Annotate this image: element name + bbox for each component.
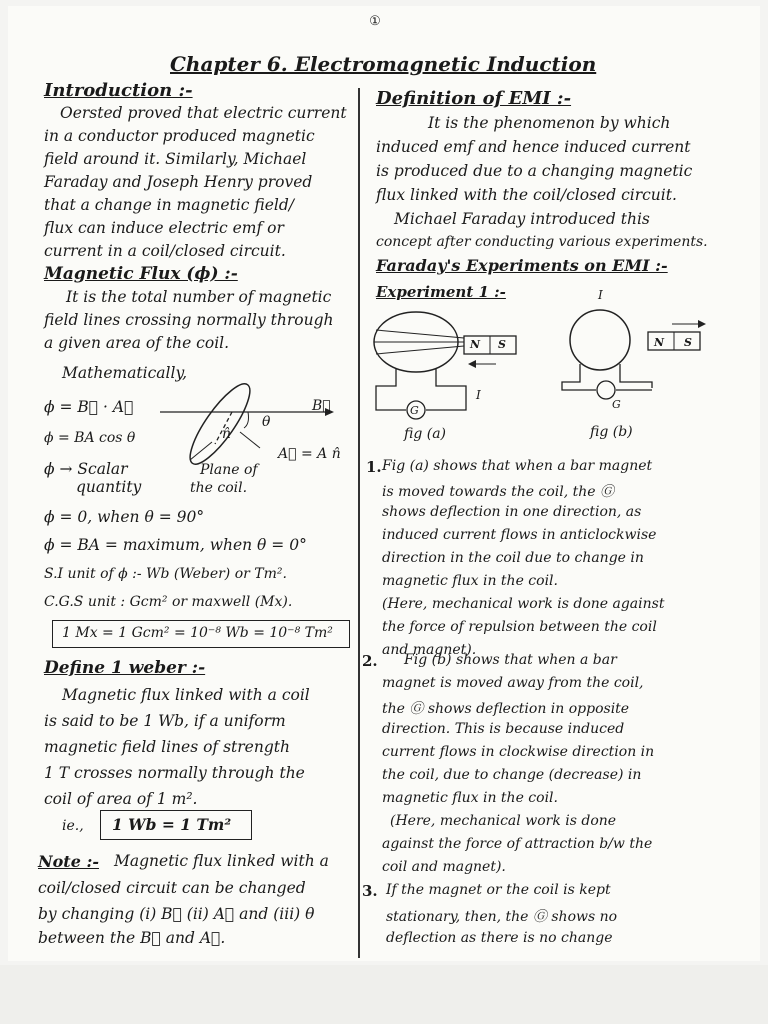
point-2-line-6: the coil, due to change (decrease) in bbox=[382, 767, 642, 783]
point-2-line-2: magnet is moved away from the coil, bbox=[382, 675, 644, 691]
emi-line-4: flux linked with the coil/closed circuit. bbox=[376, 186, 677, 204]
point-2-line-9: against the force of attraction b/w the bbox=[382, 836, 653, 852]
point-2-line-3: the Ⓖ shows deflection in opposite bbox=[382, 701, 630, 717]
figure-a-caption: fig (a) bbox=[404, 426, 447, 442]
flux-max-condition: ϕ = BA = maximum, when θ = 0° bbox=[44, 536, 307, 554]
figure-b-magnet-s: S bbox=[684, 336, 692, 349]
point-3-number: 3. bbox=[362, 882, 378, 900]
note-line-1: Magnetic flux linked with a bbox=[114, 852, 329, 870]
figure-a-coil-magnet bbox=[366, 300, 526, 430]
figure-b-galvanometer-label: G bbox=[612, 398, 621, 411]
intro-line-4: Faraday and Joseph Henry proved bbox=[44, 173, 313, 191]
flux-line-4: Mathematically, bbox=[62, 364, 188, 382]
intro-line-2: in a conductor produced magnetic bbox=[44, 127, 315, 145]
emi-line-2: induced emf and hence induced current bbox=[376, 138, 691, 156]
point-1-line-7: (Here, mechanical work is done against bbox=[382, 596, 665, 612]
point-1-line-5: direction in the coil due to change in bbox=[382, 550, 644, 566]
figure-b-current-label: I bbox=[598, 288, 603, 302]
flux-equation-dot: ϕ = B⃗ · A⃗ bbox=[44, 398, 134, 416]
emi-line-5: Michael Faraday introduced this bbox=[394, 210, 650, 228]
flux-line-1: It is the total number of magnetic bbox=[66, 288, 332, 306]
point-2-line-4: direction. This is because induced bbox=[382, 721, 625, 737]
diagram-label-b: B⃗ bbox=[312, 398, 331, 414]
unit-relation: 1 Mx = 1 Gcm² = 10⁻⁸ Wb = 10⁻⁸ Tm² bbox=[62, 625, 333, 641]
note-line-4: between the B⃗ and A⃗. bbox=[38, 929, 226, 947]
figure-a-current-label: I bbox=[476, 388, 481, 402]
flux-line-3: a given area of the coil. bbox=[44, 334, 230, 352]
figure-a-magnet-n: N bbox=[470, 338, 481, 351]
emi-definition-heading: Definition of EMI :- bbox=[376, 88, 572, 109]
note-line-2: coil/closed circuit can be changed bbox=[38, 879, 306, 897]
figure-a-galvanometer-label: G bbox=[410, 404, 419, 417]
emi-line-1: It is the phenomenon by which bbox=[428, 114, 671, 132]
experiment-1-heading: Experiment 1 :- bbox=[376, 283, 506, 301]
flux-scalar-label: ϕ → Scalar bbox=[44, 460, 128, 478]
page-title: Chapter 6. Electromagnetic Induction bbox=[170, 52, 597, 76]
point-2-line-1: Fig (b) shows that when a bar bbox=[404, 652, 617, 668]
point-1-number: 1. bbox=[366, 458, 382, 476]
point-1-line-2: is moved towards the coil, the Ⓖ bbox=[382, 484, 614, 500]
weber-line-4: 1 T crosses normally through the bbox=[44, 764, 305, 782]
figure-b-coil-magnet bbox=[540, 296, 710, 426]
figure-b-caption: fig (b) bbox=[590, 424, 633, 440]
point-2-line-7: magnetic flux in the coil. bbox=[382, 790, 558, 806]
flux-line-2: field lines crossing normally through bbox=[44, 311, 334, 329]
weber-line-5: coil of area of 1 m². bbox=[44, 790, 198, 808]
point-2-line-10: coil and magnet). bbox=[382, 859, 506, 875]
ie-label: ie., bbox=[62, 818, 84, 834]
flux-scalar-quantity: quantity bbox=[76, 478, 142, 496]
intro-line-5: that a change in magnetic field/ bbox=[44, 196, 294, 214]
weber-relation: 1 Wb = 1 Tm² bbox=[112, 815, 232, 834]
intro-line-3: field around it. Similarly, Michael bbox=[44, 150, 307, 168]
column-divider bbox=[358, 88, 360, 958]
point-1-line-1: Fig (a) shows that when a bar magnet bbox=[382, 458, 653, 474]
point-1-line-6: magnetic flux in the coil. bbox=[382, 573, 558, 589]
intro-line-7: current in a coil/closed circuit. bbox=[44, 242, 286, 260]
diagram-label-theta: θ bbox=[262, 414, 271, 430]
point-3-line-2: stationary, then, the Ⓖ shows no bbox=[386, 909, 618, 925]
background-surface bbox=[0, 965, 768, 1024]
emi-line-3: is produced due to a changing magnetic bbox=[376, 162, 693, 180]
si-unit: S.I unit of ϕ :- Wb (Weber) or Tm². bbox=[44, 566, 287, 582]
intro-line-6: flux can induce electric emf or bbox=[44, 219, 284, 237]
point-3-line-3: deflection as there is no change bbox=[386, 930, 613, 946]
diagram-label-plane: Plane of bbox=[200, 462, 258, 478]
diagram-label-coil: the coil. bbox=[190, 480, 248, 496]
diagram-label-area: A⃗ = A n̂ bbox=[278, 446, 341, 462]
point-1-line-4: induced current flows in anticlockwise bbox=[382, 527, 657, 543]
point-2-line-8: (Here, mechanical work is done bbox=[390, 813, 617, 829]
note-heading: Note :- bbox=[38, 852, 99, 871]
note-line-3: by changing (i) B⃗ (ii) A⃗ and (iii) θ bbox=[38, 905, 315, 923]
point-2-number: 2. bbox=[362, 652, 378, 670]
figure-a-magnet-s: S bbox=[498, 338, 506, 351]
emi-line-6: concept after conducting various experiments. bbox=[376, 234, 708, 250]
faraday-experiments-heading: Faraday's Experiments on EMI :- bbox=[376, 256, 668, 275]
magnetic-flux-heading: Magnetic Flux (ϕ) :- bbox=[44, 264, 238, 284]
weber-line-1: Magnetic flux linked with a coil bbox=[62, 686, 310, 704]
point-3-line-1: If the magnet or the coil is kept bbox=[386, 882, 611, 898]
page-number: ① bbox=[369, 14, 381, 29]
point-2-line-5: current flows in clockwise direction in bbox=[382, 744, 655, 760]
flux-equation-cos: ϕ = BA cos θ bbox=[44, 430, 136, 446]
introduction-heading: Introduction :- bbox=[44, 80, 193, 101]
flux-zero-condition: ϕ = 0, when θ = 90° bbox=[44, 508, 205, 526]
diagram-label-normal: n̂ bbox=[222, 426, 232, 442]
define-weber-heading: Define 1 weber :- bbox=[44, 658, 206, 678]
cgs-unit: C.G.S unit : Gcm² or maxwell (Mx). bbox=[44, 594, 293, 610]
intro-line-1: Oersted proved that electric current bbox=[60, 104, 347, 122]
point-1-line-8: the force of repulsion between the coil bbox=[382, 619, 657, 635]
weber-line-3: magnetic field lines of strength bbox=[44, 738, 290, 756]
point-1-line-9: and magnet). bbox=[382, 642, 477, 658]
figure-b-magnet-n: N bbox=[654, 336, 665, 349]
weber-line-2: is said to be 1 Wb, if a uniform bbox=[44, 712, 286, 730]
point-1-line-3: shows deflection in one direction, as bbox=[382, 504, 642, 520]
